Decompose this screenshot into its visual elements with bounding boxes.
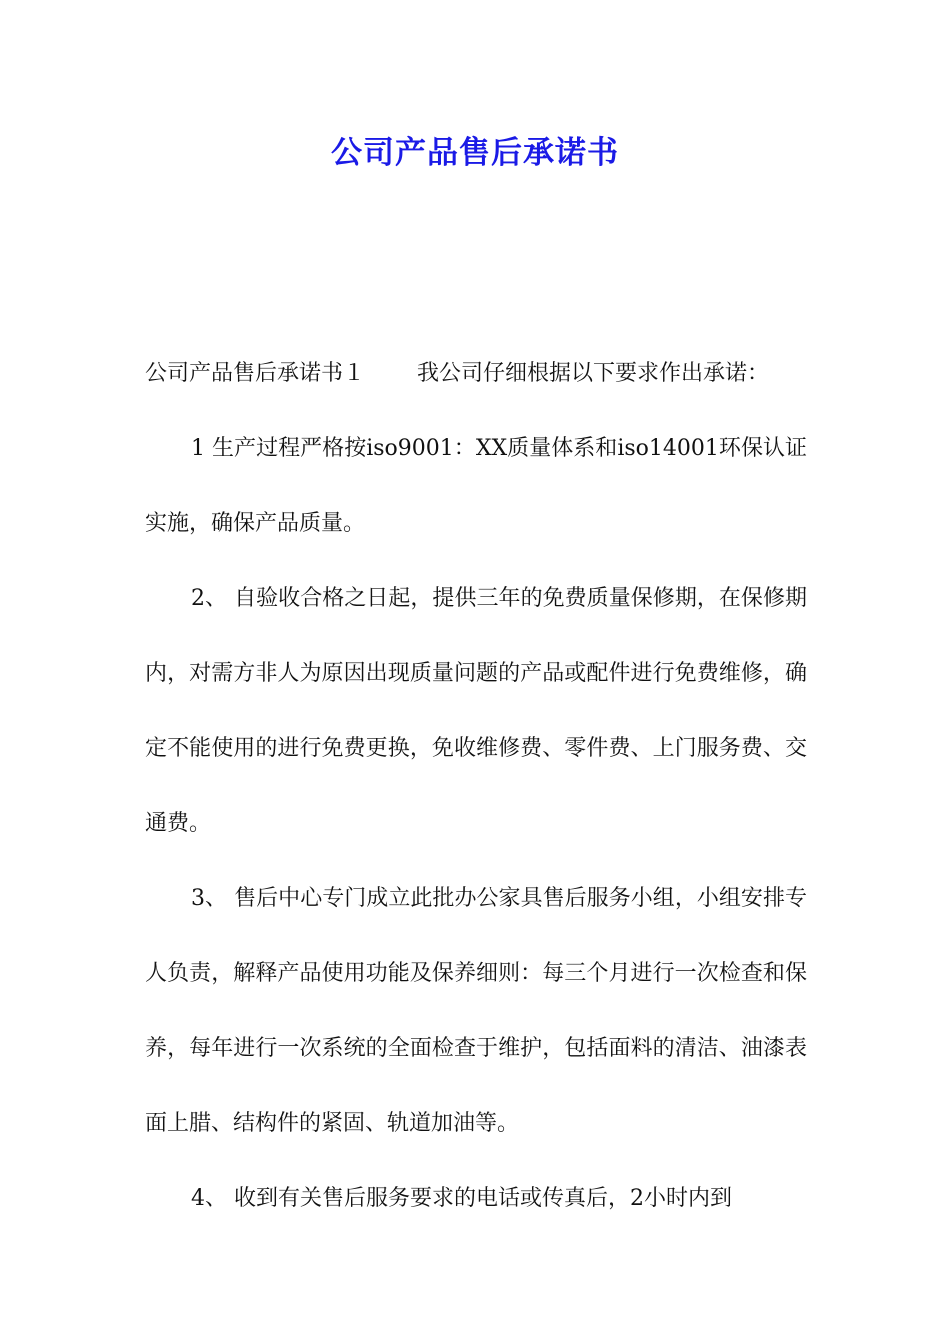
paragraph-1: 1 生产过程严格按iso9001：XX质量体系和iso14001环保认证实施，确保产品质量。	[145, 436, 807, 536]
paragraph-2: 2、 自验收合格之日起，提供三年的免费质量保修期，在保修期内，对需方非人为原因出现质量问题的产品或配件进行免费维修，确定不能使用的进行免费更换，免收维修费、零件费、上门服务费、交通费。	[145, 586, 807, 836]
intro-text: 我公司仔细根据以下要求作出承诺：	[417, 361, 770, 386]
paragraph-4: 4、 收到有关售后服务要求的电话或传真后，2小时内到	[191, 1186, 732, 1211]
document-title: 公司产品售后承诺书	[331, 135, 619, 171]
paragraph-3: 3、 售后中心专门成立此批办公家具售后服务小组，小组安排专人负责，解释产品使用功能及保养细则：每三个月进行一次检查和保养，每年进行一次系统的全面检查于维护，包括面料的清洁、油漆表面上腊、结构件的紧固、轨道加油等。	[145, 886, 807, 1136]
document-body	[145, 336, 807, 1236]
intro-paragraph	[145, 336, 807, 411]
intro-heading: 公司产品售后承诺书１	[145, 361, 366, 386]
